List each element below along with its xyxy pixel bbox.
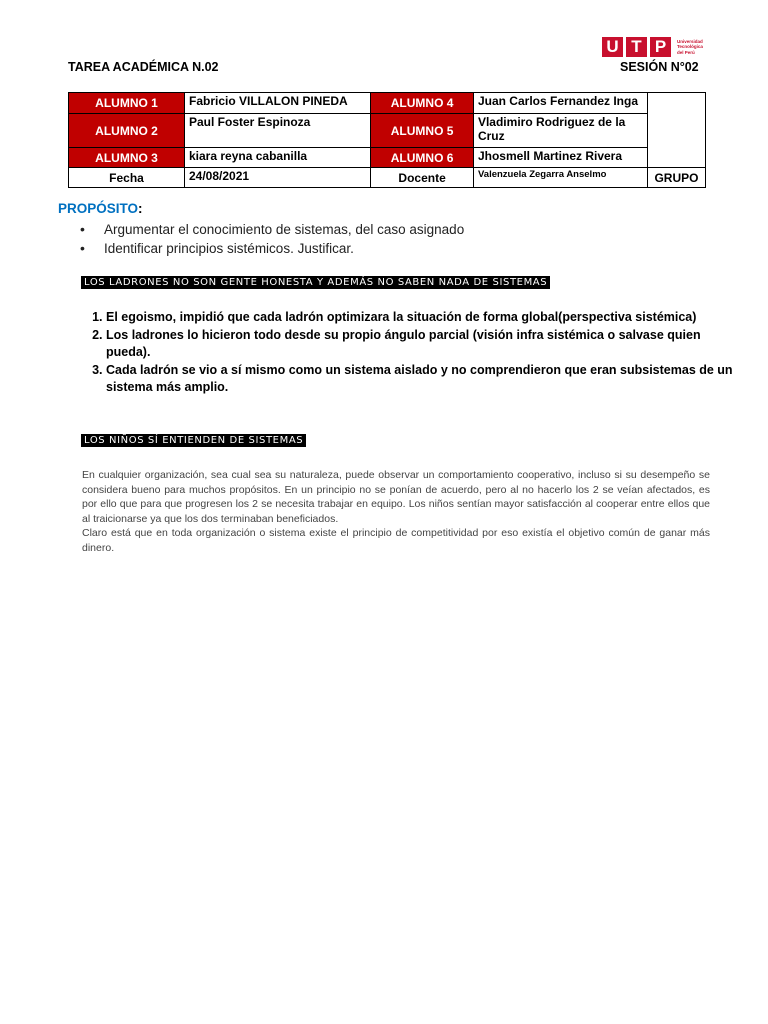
- reason-item: 3. Cada ladrón se vio a sí mismo como un sistema aislado y no comprendieron que eran subsistemas de un sistema más amplio.: [106, 362, 734, 397]
- section-heading-children: LOS NIÑOS SÍ ENTIENDEN DE SISTEMAS: [81, 434, 306, 447]
- student-name: kiara reyna cabanilla: [185, 148, 371, 168]
- purpose-heading: [58, 201, 143, 216]
- purpose-item: • Argumentar el conocimiento de sistemas, del caso asignado: [104, 220, 464, 239]
- paragraph: Claro está que en toda organización o sistema existe el principio de competitividad por eso existía el objetivo común de ganar más dinero.: [82, 527, 710, 554]
- purpose-colon: :: [138, 201, 143, 216]
- student-label: ALUMNO 4: [371, 93, 474, 114]
- student-name: Vladimiro Rodriguez de la Cruz: [473, 114, 647, 148]
- logo-letter-t: T: [626, 37, 647, 57]
- logo-line-3: del Perú: [677, 49, 695, 55]
- student-name: Fabricio VILLALON PINEDA: [185, 93, 371, 114]
- logo-letter-p: P: [650, 37, 671, 57]
- session-number: SESIÓN N°02: [620, 60, 699, 74]
- student-label: ALUMNO 2: [69, 114, 185, 148]
- logo-letter-u: U: [602, 37, 623, 57]
- teacher-name: Valenzuela Zegarra Anselmo: [473, 168, 647, 188]
- purpose-title: PROPÓSITO: [58, 201, 139, 216]
- date-value: 24/08/2021: [185, 168, 371, 188]
- thieves-reasons-list: [82, 309, 734, 397]
- student-name: Paul Foster Espinoza: [185, 114, 371, 148]
- team-row: [69, 114, 706, 148]
- student-label: ALUMNO 3: [69, 148, 185, 168]
- utp-logo-text: [677, 39, 717, 55]
- date-label: Fecha: [69, 168, 185, 188]
- team-table: [68, 92, 706, 188]
- student-label: ALUMNO 6: [371, 148, 474, 168]
- student-label: ALUMNO 5: [371, 114, 474, 148]
- student-label: ALUMNO 1: [69, 93, 185, 114]
- group-cell: [647, 93, 705, 168]
- team-footer-row: [69, 168, 706, 188]
- section-heading-thieves: LOS LADRONES NO SON GENTE HONESTA Y ADEMÁS NO SABEN NADA DE SISTEMAS: [81, 276, 550, 289]
- student-name: Juan Carlos Fernandez Inga: [473, 93, 647, 114]
- reason-item: 2. Los ladrones lo hicieron todo desde su propio ángulo parcial (visión infra sistémica o salvase quien pueda).: [106, 327, 734, 362]
- student-name: Jhosmell Martinez Rivera: [473, 148, 647, 168]
- utp-logo-mark: [602, 37, 671, 57]
- logo-line-1: Universidad: [677, 39, 703, 45]
- children-paragraph-block: [82, 468, 710, 555]
- reason-item: 1. El egoismo, impidió que cada ladrón optimizara la situación de forma global(perspectiva sistémica): [106, 309, 734, 327]
- purpose-list: [58, 220, 464, 258]
- purpose-item: • Identificar principios sistémicos. Justificar.: [104, 239, 464, 258]
- logo-line-2: Tecnológica: [677, 44, 703, 50]
- paragraph: En cualquier organización, sea cual sea su naturaleza, puede observar un comportamiento cooperativo, incluso si su desempeño se considera bueno para muchos propósitos. En un principio no se ponían de acuerdo, pero al no hacerlo los 2 se veían afectados, es por ello que para que progresen los 2 se necesita trabajar en equipo. Los niños sentían mayor satisfacción al cooperar entre ellos que al traicionarse ya que los dos terminaban beneficiados.: [82, 469, 710, 525]
- group-label: GRUPO: [647, 168, 705, 188]
- teacher-label: Docente: [371, 168, 474, 188]
- team-row: [69, 93, 706, 114]
- team-row: [69, 148, 706, 168]
- document-title: TAREA ACADÉMICA N.02: [68, 60, 219, 74]
- utp-logo: [602, 37, 717, 57]
